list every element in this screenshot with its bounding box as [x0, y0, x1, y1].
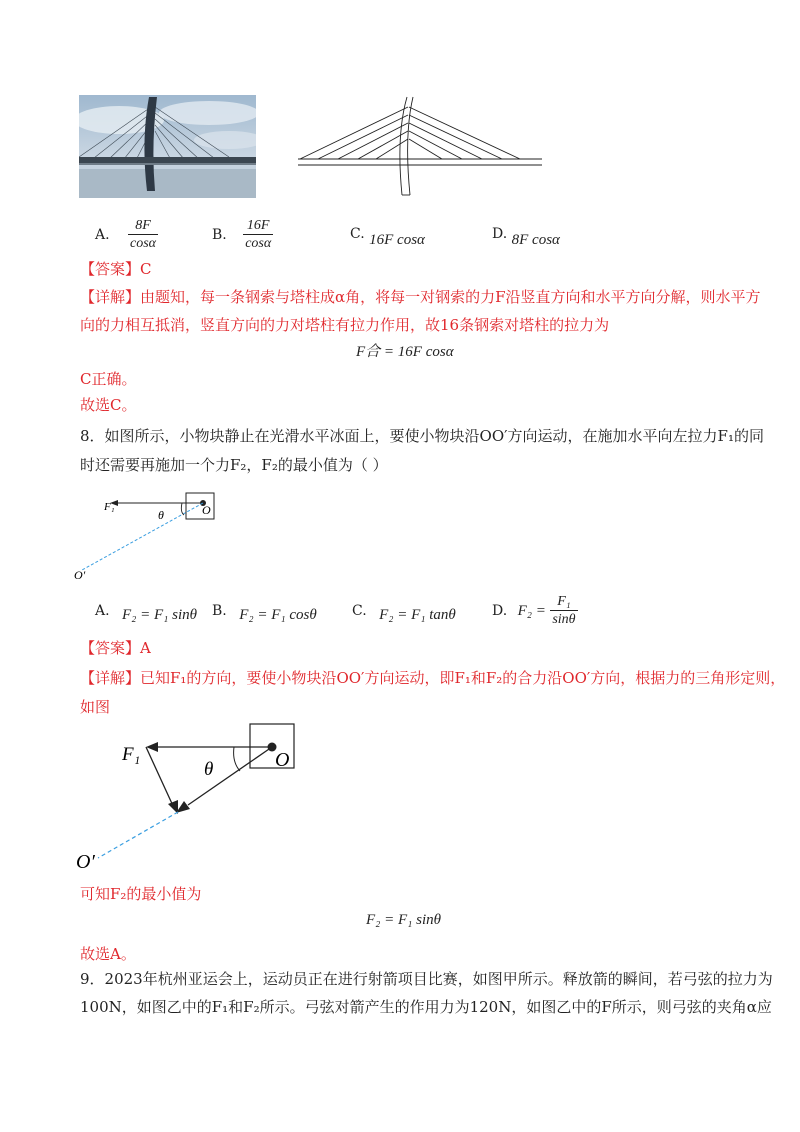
bridge-photo: [79, 95, 256, 198]
q7-option-d[interactable]: [492, 226, 560, 248]
fraction-numerator: F₁: [557, 594, 571, 609]
option-label: A.: [95, 227, 110, 243]
q8-solution-figure: [70, 718, 310, 878]
option-expression: F₂ = F₁ tanθ: [379, 607, 456, 623]
q8-option-a[interactable]: [95, 603, 198, 623]
detail-text: 由题知，每一条钢索与塔柱成α角，将每一对钢索的力F沿竖直方向和水平方向分解，则水平方: [140, 288, 761, 306]
q7-final-choice: 故选C。: [80, 396, 137, 414]
fraction-denominator: cosα: [245, 236, 272, 251]
option-expression: 16F cosα: [369, 232, 425, 248]
q7-answer: [80, 258, 152, 280]
q7-detail-line1: [80, 286, 761, 308]
q8-answer: [80, 637, 151, 659]
f1-label: F₁: [122, 744, 141, 765]
bridge-diagram: [298, 95, 542, 200]
fraction-numerator: 16F: [246, 218, 270, 233]
q8-stem-line2: 时还需要再施加一个力F₂，F₂的最小值为（ ）: [80, 456, 388, 474]
fraction-numerator: 8F: [135, 218, 151, 233]
option-label: B.: [212, 603, 227, 619]
q8-option-d[interactable]: [492, 594, 578, 628]
f1-label: F₁: [104, 501, 115, 513]
option-expression: F₂ = F₁ sinθ: [122, 607, 198, 623]
option-label: C.: [350, 226, 365, 242]
answer-tag: 【答案】: [80, 260, 141, 278]
q8-stem-line1: 8．如图所示，小物块静止在光滑水平冰面上，要使小物块沿OO′方向运动，在施加水平向左拉力F₁的同: [80, 427, 764, 445]
q7-option-b[interactable]: [212, 218, 273, 252]
q7-conclusion: C正确。: [80, 370, 137, 388]
theta-label: θ: [158, 508, 164, 522]
q7-formula: F合 = 16F cosα: [356, 344, 454, 360]
answer-value: A: [140, 639, 151, 657]
option-label: A.: [95, 603, 110, 619]
q7-option-c[interactable]: [350, 226, 425, 248]
option-label: D.: [492, 226, 508, 242]
detail-tag: 【详解】: [80, 669, 141, 687]
option-expression: F₂ = F₁ cosθ: [239, 607, 317, 623]
detail-text: 已知F₁的方向，要使小物块沿OO′方向运动，即F₁和F₂的合力沿OO′方向，根据力的三角形定则，: [140, 669, 786, 687]
o-label: O: [275, 749, 290, 771]
answer-value: C: [140, 260, 152, 278]
q9-stem-line2: 100N，如图乙中的F₁和F₂所示。弓弦对箭产生的作用力为120N，如图乙中的F所示，则弓弦的夹角α应: [80, 998, 772, 1016]
q8-detail-line1: [80, 667, 785, 689]
q8-figure: [70, 488, 230, 588]
q8-detail-line2: 如图: [80, 698, 111, 716]
option-label: B.: [212, 227, 227, 243]
q8-min-text: 可知F₂的最小值为: [80, 885, 202, 903]
q9-stem-line1: 9．2023年杭州亚运会上，运动员正在进行射箭项目比赛，如图甲所示。释放箭的瞬间，若弓弦的拉力为: [80, 970, 773, 988]
o-label: O: [202, 503, 211, 517]
answer-tag: 【答案】: [80, 639, 141, 657]
option-expression: 8F cosα: [511, 232, 560, 248]
option-label: D.: [492, 603, 508, 619]
q8-option-c[interactable]: [352, 603, 456, 623]
theta-label: θ: [204, 759, 214, 780]
o-prime-label: O′: [76, 851, 95, 873]
q7-option-a[interactable]: [95, 218, 158, 252]
option-label: C.: [352, 603, 367, 619]
option-lhs: F₂ =: [517, 603, 546, 619]
q8-formula: F₂ = F₁ sinθ: [366, 912, 441, 928]
detail-tag: 【详解】: [80, 288, 141, 306]
q7-detail-line2: 向的力相互抵消，竖直方向的力对塔柱有拉力作用，故16条钢索对塔柱的拉力为: [80, 316, 610, 334]
fraction-denominator: cosα: [130, 236, 157, 251]
o-prime-label: O′: [74, 568, 86, 582]
fraction-denominator: sinθ: [552, 612, 576, 627]
q8-option-b[interactable]: [212, 603, 317, 623]
q8-final-choice: 故选A。: [80, 945, 136, 963]
